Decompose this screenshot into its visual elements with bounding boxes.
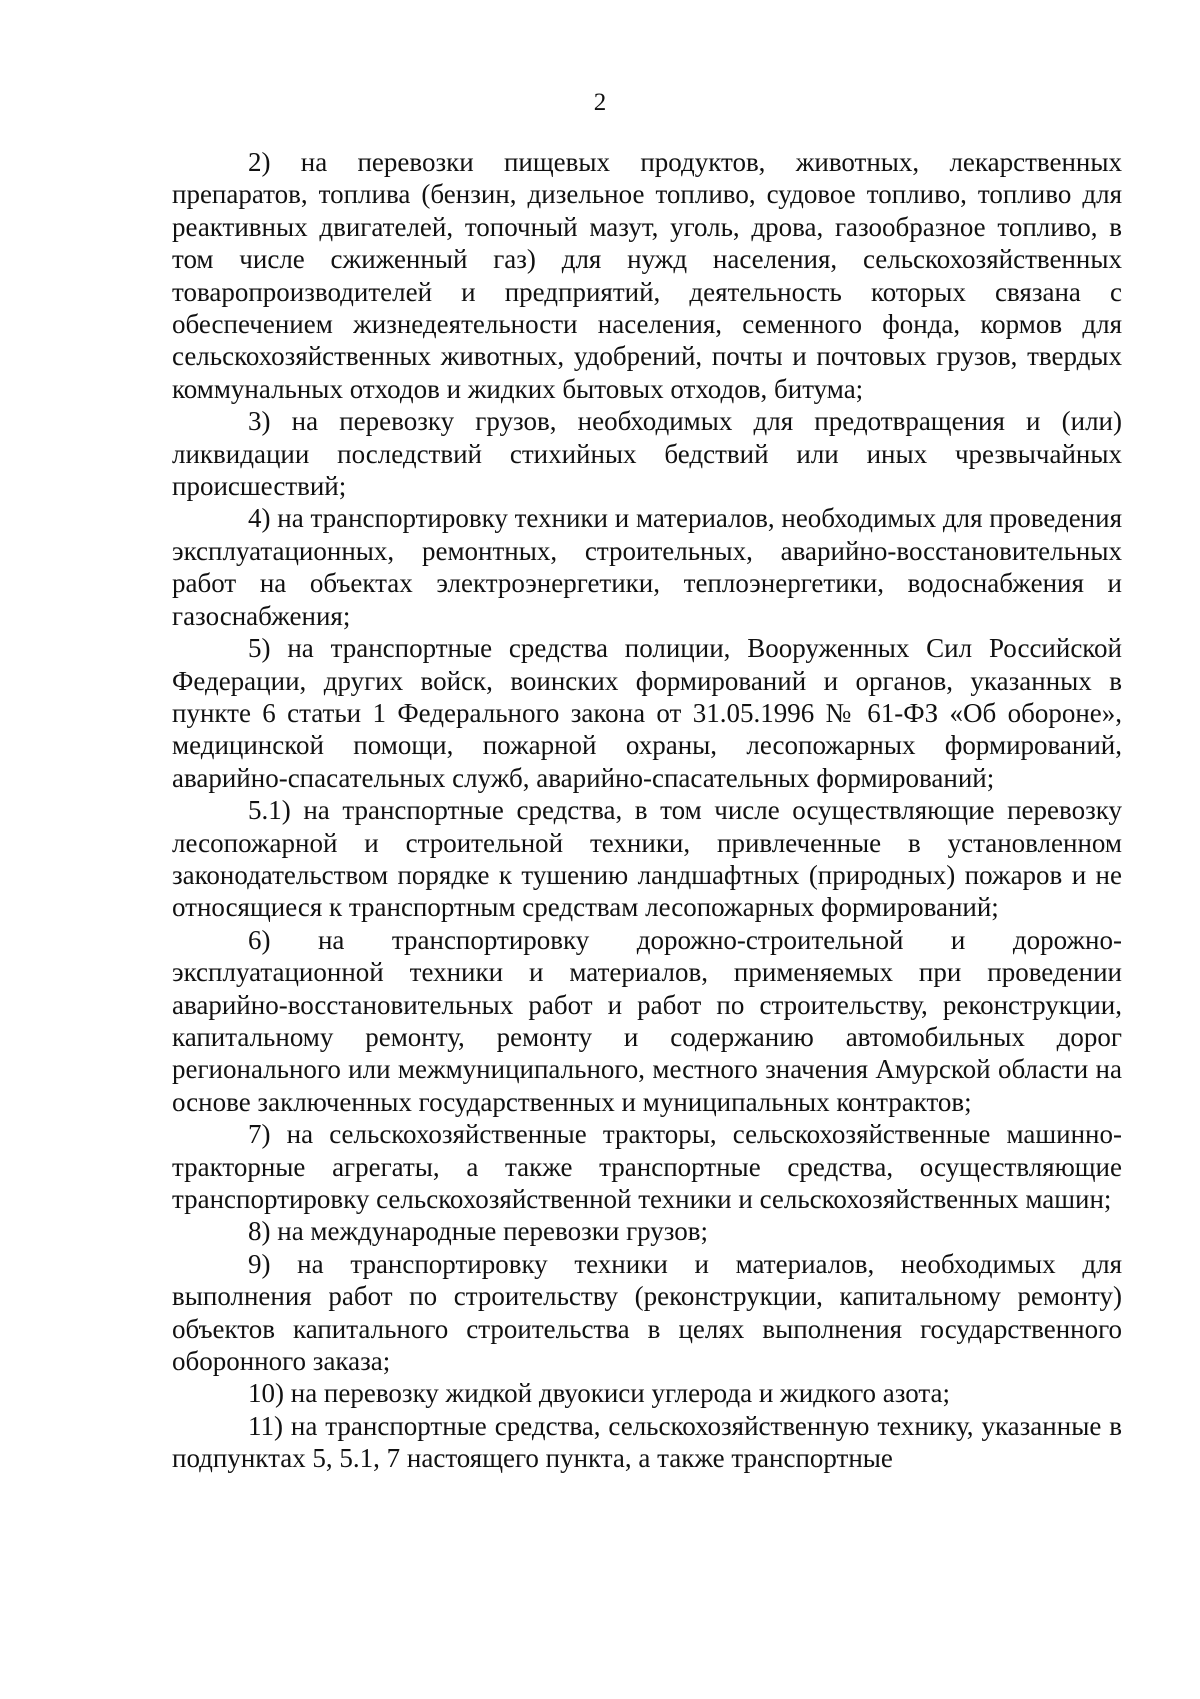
page-number: 2 [593, 89, 607, 116]
paragraph-item-7: 7) на сельскохозяйственные тракторы, сельскохозяйственные машинно-тракторные агрегаты, а также транспортные средства, осуществляющие транспортировку сельскохозяйственной техники и сельскохозяйственных машин; [172, 1119, 1122, 1214]
paragraph-item-9: 9) на транспортировку техники и материалов, необходимых для выполнения работ по строительству (реконструкции, капитальному ремонту) объектов капитального строительства в целях выполнения государственного оборонного заказа; [172, 1248, 1122, 1377]
paragraph-item-6: 6) на транспортировку дорожно-строительной и дорожно-эксплуатационной техники и материалов, применяемых при проведении аварийно-восстановительных работ и работ по строительству, реконструкции, капитальному ремонту, ремонту и содержанию автомобильных дорог регионального или межмуниципального, местного значения Амурской области на основе заключенных государственных и муниципальных контрактов; [172, 924, 1122, 1117]
paragraph-item-11: 11) на транспортные средства, сельскохозяйственную технику, указанные в подпунктах 5, 5.1, 7 настоящего пункта, а также транспортные [172, 1410, 1122, 1474]
paragraph-item-8: 8) на международные перевозки грузов; [248, 1216, 709, 1247]
paragraph-item-4: 4) на транспортировку техники и материалов, необходимых для проведения эксплуатационных, ремонтных, строительных, аварийно-восстановительных работ на объектах электроэнергетики, теплоэнергетики, водоснабжения и газоснабжения; [172, 503, 1122, 631]
paragraph-item-5: 5) на транспортные средства полиции, Вооруженных Сил Российской Федерации, других войск, воинских формирований и органов, указанных в пункте 6 статьи 1 Федерального закона от 31.05.1996 № 61-ФЗ «Об обороне», медицинской помощи, пожарной охраны, лесопожарных формирований, аварийно-спасательных служб, аварийно-спасательных формирований; [172, 633, 1122, 793]
paragraph-item-5-1: 5.1) на транспортные средства, в том числе осуществляющие перевозку лесопожарной и строительной техники, привлеченные в установленном законодательством порядке к тушению ландшафтных (природных) пожаров и не относящиеся к транспортным средствам лесопожарных формирований; [172, 795, 1122, 923]
document-body [172, 146, 1122, 1475]
paragraph-item-10: 10) на перевозку жидкой двуокиси углерода и жидкого азота; [248, 1378, 951, 1409]
paragraph-item-3: 3) на перевозку грузов, необходимых для предотвращения и (или) ликвидации последствий стихийных бедствий или иных чрезвычайных происшествий; [172, 406, 1122, 502]
paragraph-item-2: 2) на перевозки пищевых продуктов, животных, лекарственных препаратов, топлива (бензин, дизельное топливо, судовое топливо, топливо для реактивных двигателей, топочный мазут, уголь, дрова, газообразное топливо, в том числе сжиженный газ) для нужд населения, сельскохозяйственных товаропроизводителей и предприятий, деятельность которых связана с обеспечением жизнедеятельности населения, семенного фонда, кормов для сельскохозяйственных животных, удобрений, почты и почтовых грузов, твердых коммунальных отходов и жидких бытовых отходов, битума; [172, 147, 1122, 404]
